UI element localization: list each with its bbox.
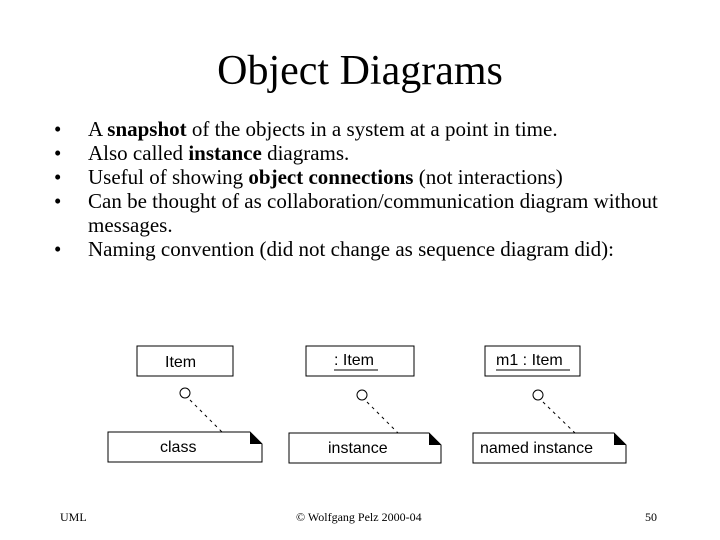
note-fold-icon: [614, 433, 626, 445]
bullet-icon: •: [54, 141, 62, 165]
bullet-icon: •: [54, 117, 62, 141]
bullet-icon: •: [54, 189, 62, 213]
bullet-icon: •: [54, 165, 62, 189]
note-connector: [190, 400, 222, 432]
bullet-bold-text: instance: [188, 141, 262, 165]
footer-copyright: © Wolfgang Pelz 2000-04: [296, 510, 422, 524]
note-anchor-icon: [533, 390, 543, 400]
bullet-bold-text: snapshot: [107, 117, 187, 141]
note-label-instance: instance: [328, 440, 388, 457]
bullet-text: Also called: [88, 141, 189, 165]
bullet-text: (not interactions): [413, 165, 563, 189]
bullet-text: Can be thought of as collaboration/communication diagram without messages.: [88, 189, 658, 237]
bullet-text: diagrams.: [261, 141, 350, 165]
object-label-anonymous: : Item: [334, 352, 375, 369]
bullet-text: Naming convention (did not change as sequence diagram did):: [88, 237, 615, 261]
bullet-text: of the objects in a system at a point in time.: [186, 117, 558, 141]
note-connector: [543, 402, 575, 433]
page-number: 50: [645, 510, 657, 524]
footer-course: UML: [60, 510, 87, 524]
bullet-text: A: [88, 117, 108, 141]
note-connector: [367, 402, 398, 433]
slide-title: Object Diagrams: [217, 48, 503, 94]
bullet-text: Useful of showing: [88, 165, 249, 189]
note-label-named-instance: named instance: [480, 440, 593, 457]
bullet-bold-text: object connections: [248, 165, 414, 189]
note-anchor-icon: [357, 390, 367, 400]
note-anchor-icon: [180, 388, 190, 398]
object-label-named: m1 : Item: [496, 352, 563, 369]
note-fold-icon: [429, 433, 441, 445]
object-label-item: Item: [165, 354, 197, 371]
bullet-icon: •: [54, 237, 62, 261]
note-label-class: class: [160, 439, 197, 456]
